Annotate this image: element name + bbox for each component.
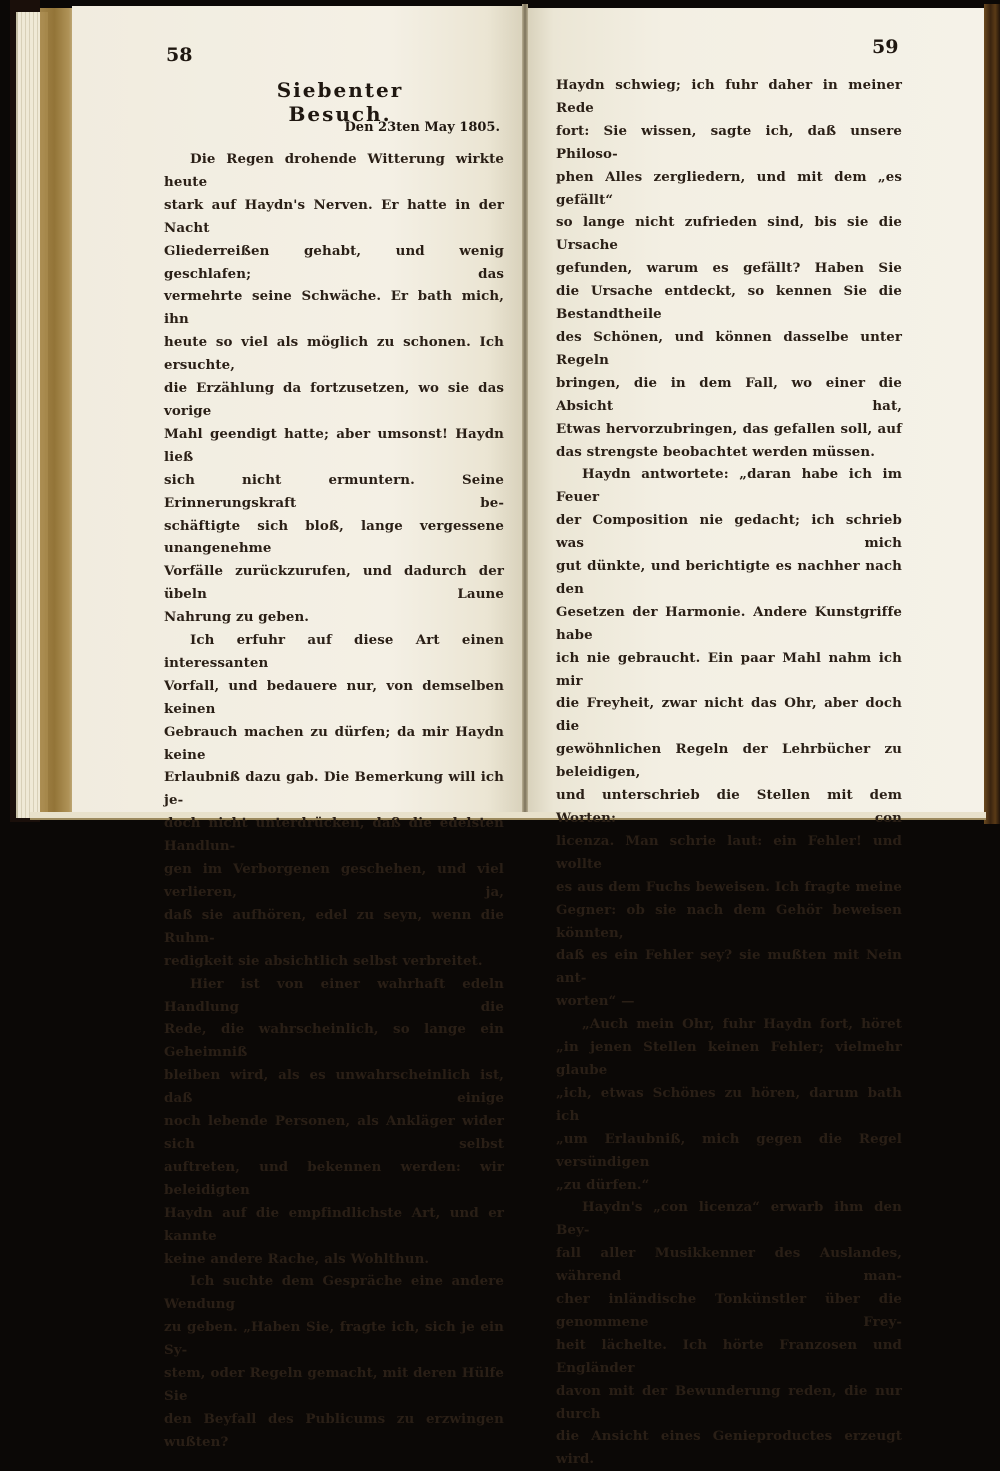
text-line: und unterschrieb die Stellen mit dem Worten: con: [556, 787, 902, 826]
text-line: Gesetzen der Harmonie. Andere Kunstgriffe habe: [556, 603, 902, 643]
text-line: „ich, etwas Schönes zu hören, darum bath ich: [556, 1084, 902, 1124]
book-cover-right: [984, 4, 1000, 824]
text-line: bringen, die in dem Fall, wo einer die Absicht hat,: [556, 374, 902, 414]
text-line: daß es ein Fehler sey? sie mußten mit Nein ant-: [556, 947, 902, 987]
text-line: Etwas hervorzubringen, das gefallen soll, auf: [556, 420, 902, 437]
text-line: sich nicht ermuntern. Seine Erinnerungskraft be-: [164, 471, 504, 511]
text-line: das strengste beobachtet werden müssen.: [556, 443, 876, 460]
text-line: redigkeit sie absichtlich selbst verbreitet.: [164, 952, 483, 969]
text-line: gefunden, warum es gefällt? Haben Sie: [556, 260, 902, 277]
text-line: Haydn antwortete: „daran habe ich im Feuer: [556, 466, 902, 506]
text-line: gut dünkte, und berichtigte es nachher nach den: [556, 558, 902, 597]
binding-stain: [40, 8, 76, 814]
text-line: die Freyheit, zwar nicht das Ohr, aber doch die: [556, 695, 902, 735]
text-line: den Beyfall des Publicums zu erzwingen wußten?: [164, 1410, 504, 1450]
text-line: gewöhnlichen Regeln der Lehrbücher zu beleidigen,: [556, 741, 902, 781]
text-line: daß sie aufhören, edel zu seyn, wenn die Ruhm-: [164, 906, 504, 946]
text-line: ich nie gebraucht. Ein paar Mahl nahm ich mir: [556, 649, 902, 689]
text-line: stark auf Haydn's Nerven. Er hatte in der Nacht: [164, 196, 504, 236]
text-line: heute so viel als möglich zu schonen. Ich ersuchte,: [164, 334, 504, 374]
chapter-title: Siebenter Besuch.: [276, 78, 404, 126]
text-line: fort: Sie wissen, sagte ich, daß unsere Philoso-: [556, 122, 902, 162]
text-line: auftreten, und bekennen werden: wir beleidigten: [164, 1158, 504, 1198]
text-line: „Auch mein Ohr, fuhr Haydn fort, höret: [582, 1016, 902, 1033]
text-line: so lange nicht zufrieden sind, bis sie die Ursache: [556, 214, 902, 254]
text-line: Haydn auf die empfindlichste Art, und er kannte: [164, 1204, 504, 1244]
dateline: Den 23ten May 1805.: [344, 120, 500, 135]
text-line: worten“ —: [556, 993, 635, 1010]
text-line: Gebrauch machen zu dürfen; da mir Haydn keine: [164, 723, 504, 763]
book-gutter: [522, 4, 528, 816]
text-line: fall aller Musikkenner des Auslandes, während man-: [556, 1245, 902, 1285]
text-line: vermehrte seine Schwäche. Er bath mich, ihn: [164, 288, 504, 328]
text-line: zu geben. „Haben Sie, fragte ich, sich je ein Sy-: [164, 1319, 504, 1359]
text-line: Die Regen drohende Witterung wirkte heute: [164, 151, 504, 190]
text-line: es aus dem Fuchs beweisen. Ich fragte meine: [556, 878, 902, 895]
text-line: Haydn's „con licenza“ erwarb ihm den Bey-: [556, 1199, 902, 1239]
text-line: der Composition nie gedacht; ich schrieb was mich: [556, 512, 902, 552]
page-number-right: 59: [872, 36, 899, 58]
text-line: Ich suchte dem Gespräche eine andere Wendung: [164, 1273, 504, 1313]
text-line: gen im Verborgenen geschehen, und viel verlieren, ja,: [164, 861, 504, 900]
text-line: „in jenen Stellen keinen Fehler; vielmehr glaube: [556, 1039, 902, 1078]
text-line: Hier ist von einer wahrhaft edeln Handlung die: [164, 975, 504, 1015]
text-line: Nahrung zu geben.: [164, 609, 310, 626]
text-line: Vorfälle zurückzurufen, und dadurch der übeln Laune: [164, 563, 504, 603]
text-line: davon mit der Bewunderung reden, die nur durch: [556, 1382, 902, 1422]
text-line: schäftigte sich bloß, lange vergessene unangenehme: [164, 517, 504, 557]
text-line: doch nicht unterdrücken, daß die edelsten Handlun-: [164, 815, 504, 855]
text-line: phen Alles zergliedern, und mit dem „es gefällt“: [556, 168, 902, 208]
text-line: Gliederreißen gehabt, und wenig geschlafen; das: [164, 242, 504, 282]
left-page-body: [164, 148, 504, 1454]
text-line: stem, oder Regeln gemacht, mit deren Hülfe Sie: [164, 1365, 504, 1404]
text-line: „zu dürfen.“: [556, 1176, 650, 1193]
text-line: Mahl geendigt hatte; aber umsonst! Haydn ließ: [164, 425, 504, 465]
text-line: die Erzählung da fortzusetzen, wo sie das vorige: [164, 380, 504, 419]
text-line: die Ursache entdeckt, so kennen Sie die Bestandtheile: [556, 283, 902, 323]
text-line: noch lebende Personen, als Ankläger wider sich selbst: [164, 1113, 504, 1152]
text-line: Haydn schwieg; ich fuhr daher in meiner Rede: [556, 77, 902, 116]
text-line: heit lächelte. Ich hörte Franzosen und Engländer: [556, 1336, 902, 1376]
page-number-left: 58: [166, 44, 193, 66]
text-line: cher inländische Tonkünstler über die genommene Frey-: [556, 1291, 902, 1330]
text-line: Rede, die wahrscheinlich, so lange ein Geheimniß: [164, 1021, 504, 1061]
text-line: die Ansicht eines Genieproductes erzeugt wird.: [556, 1428, 902, 1468]
text-line: „um Erlaubniß, mich gegen die Regel versündigen: [556, 1130, 902, 1170]
text-line: bleiben wird, als es unwahrscheinlich ist, daß einige: [164, 1067, 504, 1107]
right-page-body: [556, 74, 902, 1471]
text-line: keine andere Rache, als Wohlthun.: [164, 1250, 430, 1267]
text-line: Erlaubniß dazu gab. Die Bemerkung will ich je-: [164, 769, 504, 809]
text-line: des Schönen, und können dasselbe unter Regeln: [556, 328, 902, 368]
text-line: Ich erfuhr auf diese Art einen interessanten: [164, 632, 504, 671]
text-line: Vorfall, und bedauere nur, von demselben keinen: [164, 677, 504, 717]
text-line: licenza. Man schrie laut: ein Fehler! und wollte: [556, 832, 902, 872]
text-line: Gegner: ob sie nach dem Gehör beweisen könnten,: [556, 901, 902, 941]
